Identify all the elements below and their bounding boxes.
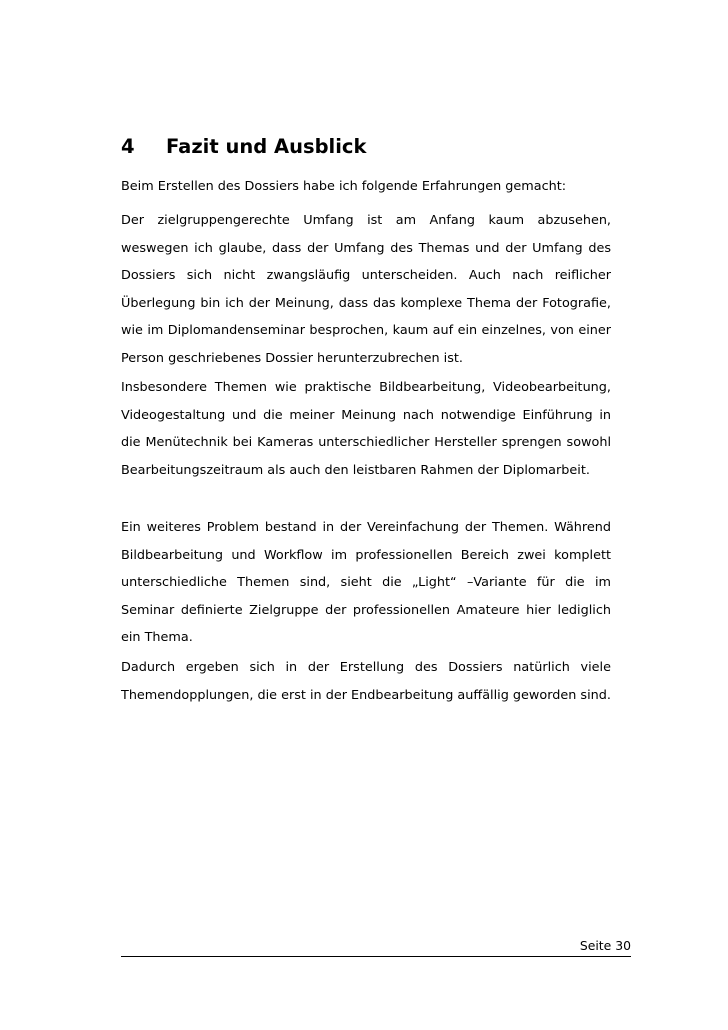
paragraph-4: Dadurch ergeben sich in der Erstellung des Dossiers natürlich viele Themendopplungen, die erst in der Endbearbeitung auffällig geworden sind. bbox=[121, 660, 611, 703]
footer-divider bbox=[121, 956, 631, 957]
page-number: Seite 30 bbox=[579, 938, 631, 953]
section-title: Fazit und Ausblick bbox=[166, 135, 367, 158]
paragraph-1: Der zielgruppengerechte Umfang ist am Anfang kaum abzusehen, weswegen ich glaube, dass der Umfang des Themas und der Umfang des Dossiers sich nicht zwangsläufig unterscheiden. Auch nach reiflicher Überlegung bin ich der Meinung, dass das komplexe Thema der Fotografie, wie im Diplomandenseminar besprochen, kaum auf ein einzelnes, von einer Person geschriebenes Dossier herunterzubrechen ist. bbox=[121, 213, 611, 366]
intro-sentence: Beim Erstellen des Dossiers habe ich folgende Erfahrungen gemacht: bbox=[121, 179, 567, 194]
section-heading bbox=[121, 133, 611, 161]
paragraph-3: Ein weiteres Problem bestand in der Vereinfachung der Themen. Während Bildbearbeitung und Workflow im professionellen Bereich zwei komplett unterschiedliche Themen sind, sieht die „Light“ –Variante für die im Seminar definierte Zielgruppe der professionellen Amateure hier lediglich ein Thema. bbox=[121, 520, 611, 646]
section-number: 4 bbox=[121, 135, 135, 158]
paragraph-2: Insbesondere Themen wie praktische Bildbearbeitung, Videobearbeitung, Videogestaltung und die meiner Meinung nach notwendige Einführung in die Menütechnik bei Kameras unterschiedlicher Hersteller sprengen sowohl Bearbeitungszeitraum als auch den leistbaren Rahmen der Diplomarbeit. bbox=[121, 380, 611, 478]
